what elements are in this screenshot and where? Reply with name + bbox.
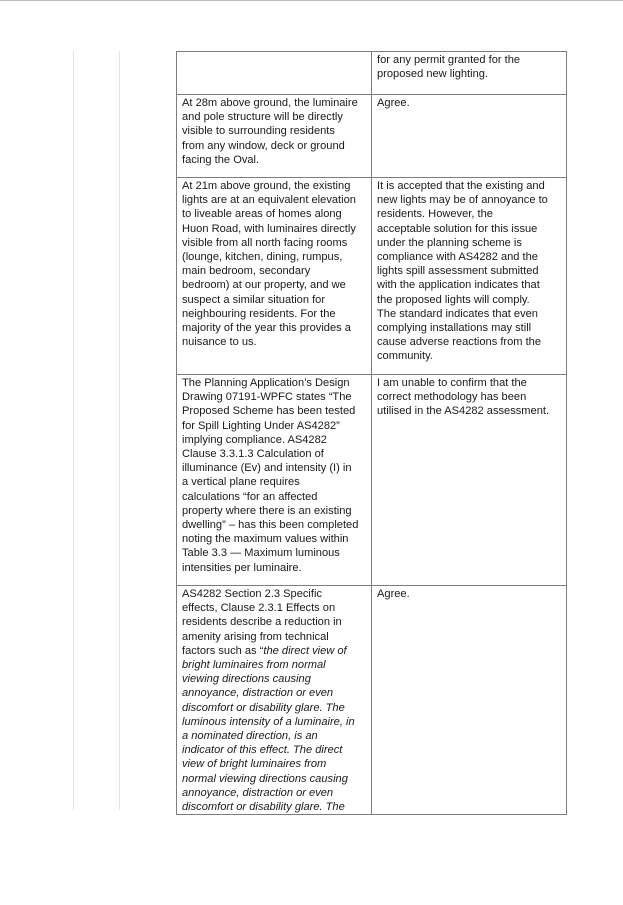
table-row <box>177 375 567 586</box>
response-cell: Agree. <box>372 586 567 815</box>
submission-cell: The Planning Application’s Design Drawing 07191-WPFC states “The Proposed Scheme has been tested for Spill Lighting Under AS4282” implying compliance. AS4282 Clause 3.3.1.3 Calculation of illuminance (Ev) and intensity (I) in a vertical plane requires calculations “for an affected property where there is an existing dwelling” – has this been completed noting the maximum values within Table 3.3 — Maximum luminous intensities per luminaire. <box>177 375 372 586</box>
quoted-standard-text: the direct view of bright luminaires from normal viewing directions causing annoyance, distraction or even discomfort or disability glare. The luminous intensity of a luminaire, in a nominated direction, is an indicator of this effect. The direct view of bright luminaires from normal viewing directions causing annoyance, distraction or even discomfort or disability glare. The <box>182 644 355 814</box>
response-cell: Agree. <box>372 95 567 178</box>
submission-text: AS4282 Section 2.3 Specific effects, Clause 2.3.1 Effects on residents describe a reduction in amenity arising from technical factors such as “ <box>182 588 342 657</box>
table-row <box>177 178 567 375</box>
margin-guide-line <box>73 51 74 810</box>
table-row <box>177 52 567 95</box>
submission-cell: At 28m above ground, the luminaire and pole structure will be directly visible to surrounding residents from any window, deck or ground facing the Oval. <box>177 95 372 178</box>
submission-cell <box>177 586 372 815</box>
submission-cell <box>177 52 372 95</box>
submission-cell: At 21m above ground, the existing lights are at an equivalent elevation to liveable areas of homes along Huon Road, with luminaires directly visible from all north facing rooms (lounge, kitchen, dining, rumpus, main bedroom, secondary bedroom) at our property, and we suspect a similar situation for neighbouring residents. For the majority of the year this provides a nuisance to us. <box>177 178 372 375</box>
submissions-response-table <box>176 51 567 815</box>
response-cell: for any permit granted for the proposed new lighting. <box>372 52 567 95</box>
margin-guide-line <box>119 51 120 810</box>
table-row <box>177 95 567 178</box>
page-top-rule <box>0 0 623 1</box>
response-cell: It is accepted that the existing and new lights may be of annoyance to residents. However, the acceptable solution for this issue under the planning scheme is compliance with AS4282 and the lights spill assessment submitted with the application indicates that the proposed lights will comply. The standard indicates that even complying installations may still cause adverse reactions from the community. <box>372 178 567 375</box>
response-cell: I am unable to confirm that the correct methodology has been utilised in the AS4282 assessment. <box>372 375 567 586</box>
table-row <box>177 586 567 815</box>
